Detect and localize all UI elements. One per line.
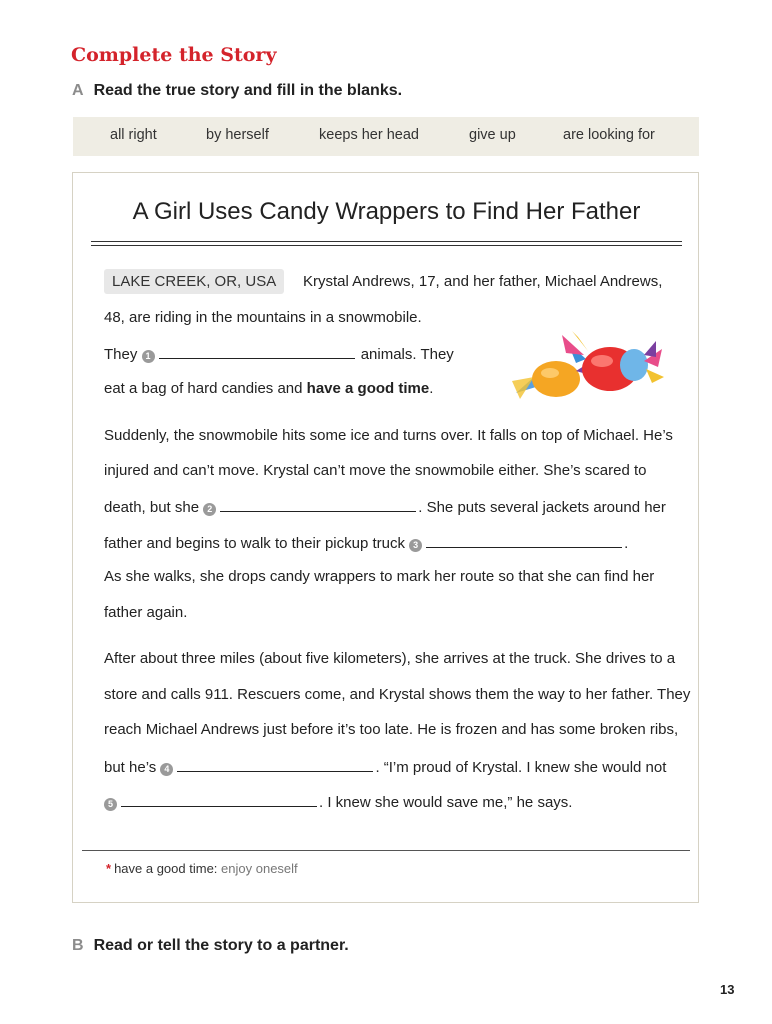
glossary-term: have a good time: [306, 380, 430, 397]
story-line: [104, 344, 454, 363]
story-line: father again.: [104, 604, 188, 621]
story-title: A Girl Uses Candy Wrappers to Find Her Father: [132, 198, 641, 225]
word-bank-item: keeps her head: [319, 127, 419, 143]
story-text: . She puts several jackets around her: [418, 499, 666, 516]
story-line: [104, 792, 572, 811]
story-line: After about three miles (about five kilometers), she arrives at the truck. She drives to a: [104, 650, 676, 667]
story-line: [104, 380, 433, 397]
blank-2[interactable]: [220, 497, 416, 512]
blank-4[interactable]: [177, 757, 373, 772]
blank-number-5: 5: [104, 798, 117, 811]
blank-5[interactable]: [121, 792, 317, 807]
story-text: . “I’m proud of Krystal. I knew she would not: [375, 759, 667, 776]
blank-1[interactable]: [159, 344, 355, 359]
instruction-b: [72, 937, 349, 955]
word-bank-item: are looking for: [563, 127, 655, 143]
story-text: father and begins to walk to their pickup truck: [104, 535, 405, 552]
story-text: .: [624, 535, 629, 552]
footnote: [106, 861, 298, 876]
story-line: Krystal Andrews, 17, and her father, Michael Andrews,: [303, 273, 663, 290]
instruction-letter: A: [72, 82, 84, 99]
instruction-a: [72, 82, 402, 100]
story-text: death, but she: [104, 499, 200, 516]
story-text: but he’s: [104, 759, 157, 776]
blank-3[interactable]: [426, 533, 622, 548]
candy-illustration: [506, 321, 666, 411]
blank-number-1: 1: [142, 350, 155, 363]
story-text: . I knew she would save me,” he says.: [319, 794, 573, 811]
section-title: Complete the Story: [71, 44, 277, 66]
word-bank-item: give up: [469, 127, 516, 143]
story-text: animals. They: [360, 346, 454, 363]
instruction-text: Read the true story and fill in the blanks.: [93, 82, 403, 99]
story-line: [104, 497, 666, 516]
blank-number-2: 2: [203, 503, 216, 516]
location-badge: LAKE CREEK, OR, USA: [104, 269, 284, 294]
candy-blue: [620, 341, 664, 383]
story-line: injured and can’t move. Krystal can’t move the snowmobile either. She’s scared to: [104, 462, 647, 479]
story-text: eat a bag of hard candies and: [104, 380, 303, 397]
word-bank-item: all right: [110, 127, 157, 143]
story-box: [72, 172, 699, 903]
footnote-marker: *: [106, 861, 112, 876]
word-bank-item: by herself: [206, 127, 269, 143]
footnote-divider: [82, 850, 690, 851]
blank-number-3: 3: [409, 539, 422, 552]
candy-orange: [512, 361, 592, 399]
story-line: [104, 757, 666, 776]
footnote-term: have a good time:: [114, 861, 218, 876]
word-bank: [73, 117, 699, 156]
story-text: They: [104, 346, 138, 363]
story-line: [104, 533, 628, 552]
story-line: Suddenly, the snowmobile hits some ice and turns over. It falls on top of Michael. He’s: [104, 427, 673, 444]
story-line: As she walks, she drops candy wrappers to mark her route so that she can find her: [104, 568, 655, 585]
blank-number-4: 4: [160, 763, 173, 776]
story-text: .: [429, 380, 434, 397]
story-line: reach Michael Andrews just before it’s too late. He is frozen and has some broken ribs,: [104, 721, 679, 738]
instruction-letter: B: [72, 937, 84, 954]
footnote-definition: enjoy oneself: [221, 861, 298, 876]
instruction-text: Read or tell the story to a partner.: [93, 937, 349, 954]
page-number: 13: [720, 982, 735, 997]
story-line: 48, are riding in the mountains in a snowmobile.: [104, 309, 422, 326]
title-divider: [91, 241, 682, 246]
story-line: store and calls 911. Rescuers come, and Krystal shows them the way to her father. They: [104, 686, 691, 703]
